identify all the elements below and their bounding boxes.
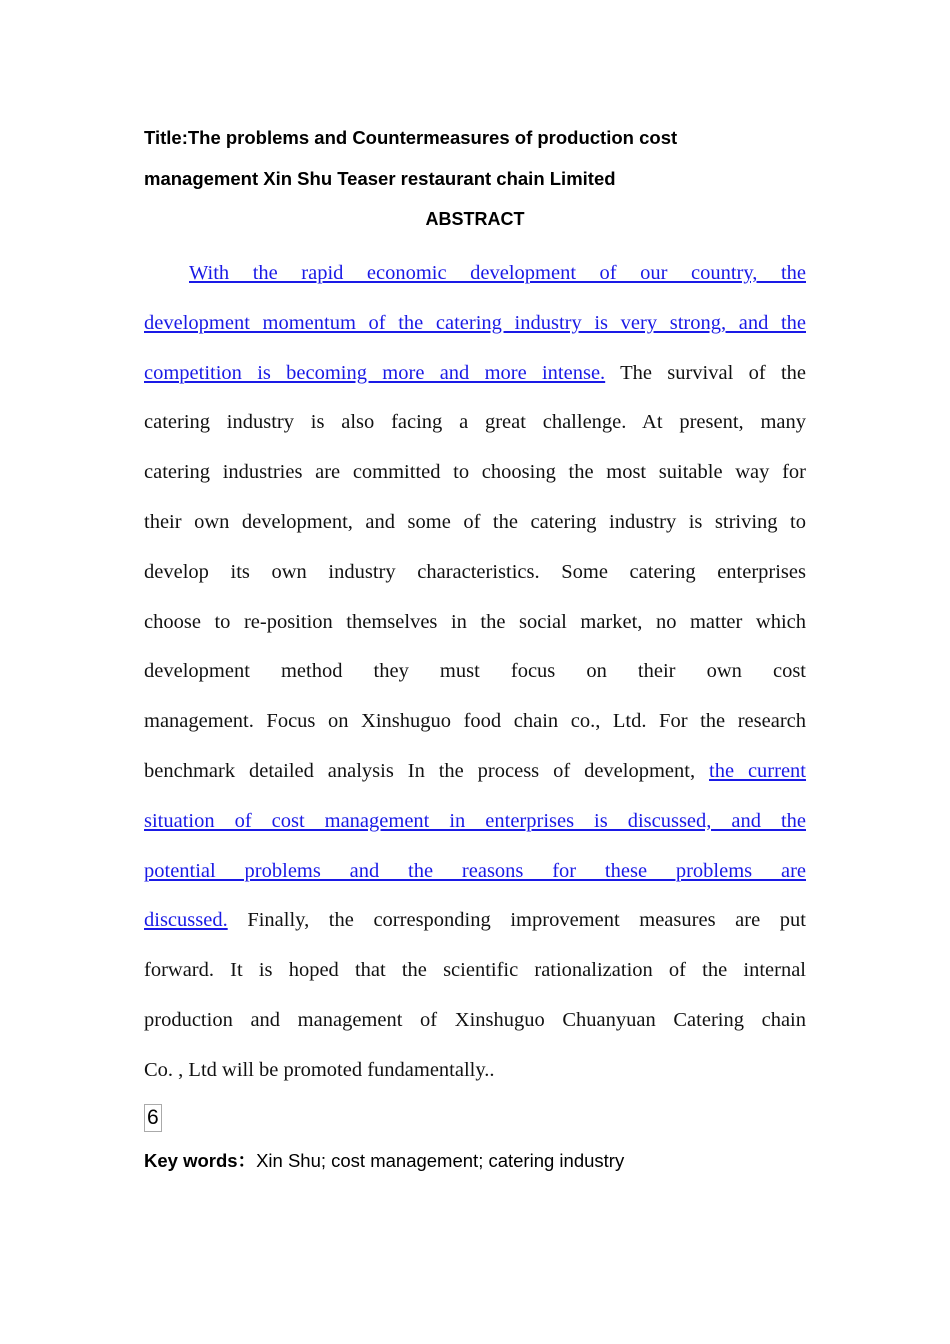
abstract-line xyxy=(144,607,806,657)
hyperlink-text[interactable]: potential problems and the reasons for these problems are xyxy=(144,859,806,882)
keywords-value: Xin Shu; cost management; catering industry xyxy=(256,1150,625,1171)
abstract-line xyxy=(144,806,806,856)
abstract-text: catering industries are committed to choosing the most suitable way for xyxy=(144,461,806,484)
abstract-line xyxy=(144,358,806,408)
hyperlink-text[interactable]: discussed. xyxy=(144,909,228,932)
abstract-text: development method they must focus on their own cost xyxy=(144,660,806,683)
abstract-text: benchmark detailed analysis In the process of development, xyxy=(144,759,709,782)
hyperlink-text[interactable]: development momentum of the catering industry is very strong, and the xyxy=(144,311,806,334)
page-number-field[interactable]: 6 xyxy=(144,1104,162,1132)
abstract-text: catering industry is also facing a great challenge. At present, many xyxy=(144,411,806,434)
abstract-heading: ABSTRACT xyxy=(425,209,525,229)
abstract-text: their own development, and some of the catering industry is striving to xyxy=(144,510,806,533)
keywords-label: Key words： xyxy=(144,1150,257,1171)
abstract-text: management. Focus on Xinshuguo food chain co., Ltd. For the research xyxy=(144,710,806,733)
abstract-line xyxy=(144,856,806,906)
abstract-line xyxy=(144,1055,806,1105)
abstract-text: choose to re-position themselves in the social market, no matter which xyxy=(144,610,806,633)
keywords xyxy=(144,1147,624,1173)
hyperlink-text[interactable]: competition is becoming more and more intense. xyxy=(144,361,606,384)
abstract-body xyxy=(144,258,806,1105)
document-title-line-1: Title:The problems and Countermeasures of production cost xyxy=(144,127,678,148)
abstract-line xyxy=(144,656,806,706)
abstract-text: develop its own industry characteristics. Some catering enterprises xyxy=(144,560,806,583)
abstract-line xyxy=(144,507,806,557)
abstract-text: production and management of Xinshuguo Chuanyuan Catering chain xyxy=(144,1008,806,1031)
abstract-text: forward. It is hoped that the scientific rationalization of the internal xyxy=(144,959,806,982)
abstract-line xyxy=(144,955,806,1005)
abstract-text: Co. , Ltd will be promoted fundamentally.. xyxy=(144,1058,495,1081)
abstract-line xyxy=(144,706,806,756)
hyperlink-text[interactable]: With the rapid economic development of our country, the xyxy=(189,262,806,284)
abstract-line xyxy=(144,258,806,308)
abstract-line xyxy=(144,457,806,507)
abstract-line xyxy=(144,1005,806,1055)
hyperlink-text[interactable]: situation of cost management in enterprises is discussed, and the xyxy=(144,809,806,832)
abstract-line xyxy=(144,557,806,607)
abstract-line xyxy=(144,308,806,358)
abstract-text: The survival of the xyxy=(605,361,806,384)
abstract-text: Finally, the corresponding improvement measures are put xyxy=(227,909,806,932)
document-title-line-2: management Xin Shu Teaser restaurant chain Limited xyxy=(144,168,616,189)
hyperlink-text[interactable]: the current xyxy=(709,759,807,782)
abstract-line xyxy=(144,756,806,806)
abstract-line xyxy=(144,407,806,457)
abstract-line xyxy=(144,905,806,955)
